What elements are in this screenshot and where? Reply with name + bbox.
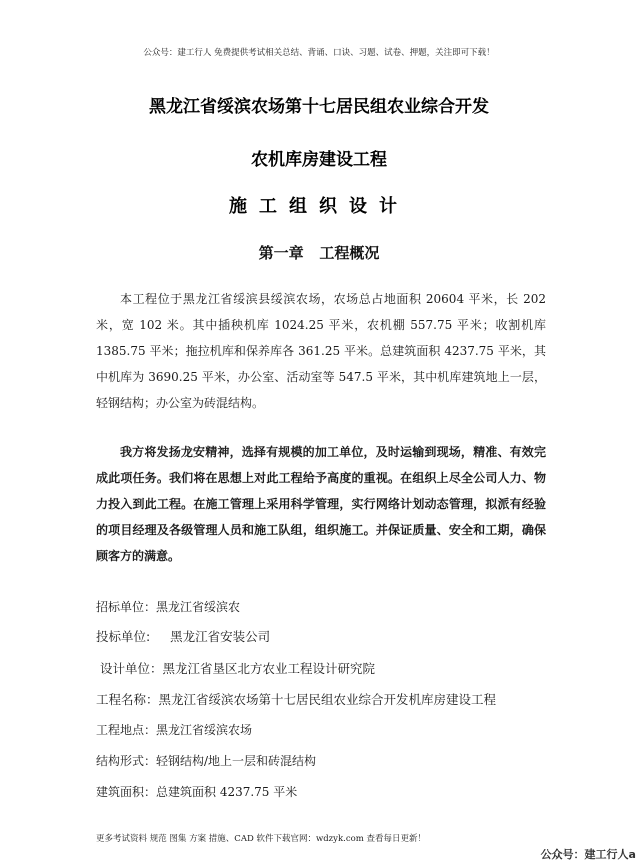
header-notice: 公众号：建工行人 免费提供考试相关总结、背诵、口诀、习题、试卷、押题，关注即可下载！ <box>143 48 495 58</box>
title-line-1: 黑龙江省绥滨农场第十七居民组农业综合开发 <box>149 97 489 117</box>
watermark: 公众号：建工行人a <box>540 848 636 861</box>
info-project-location: 工程地点：黑龙江省绥滨农场 <box>96 723 253 737</box>
title-line-3: 施工组织设计 <box>229 196 409 217</box>
footer-note: 更多考试资料 规范 图集 方案 措施、CAD 软件下载官网：wdzyk.com 查看每日更新！ <box>96 834 426 844</box>
title-line-2: 农机库房建设工程 <box>251 150 387 170</box>
info-project-name: 工程名称：黑龙江省绥滨农场第十七居民组农业综合开发机库房建设工程 <box>96 692 497 707</box>
chapter-heading: 第一章 工程概况 <box>258 244 380 262</box>
paragraph-commitment: 我方将发扬龙安精神，选择有规模的加工单位，及时运输到现场，精准、有效完成此项任务。我们将在思想上对此工程给予高度的重视。在组织上尽全公司人力、物力投入到此工程。在施工管理上采用科学管理，实行网络计划动态管理，拟派有经验的项目经理及各级管理人员和施工队组，组织施工。并保证质量、安全和工期，确保顾客方的满意。 <box>96 445 546 563</box>
paragraph-project-overview: 本工程位于黑龙江省绥滨县绥滨农场，农场总占地面积 20604 平米，长 202 米，宽 102 米。其中插秧机库 1024.25 平米，农机棚 557.75 平米；收割机库 1385.75 平米；拖拉机库和保养库各 361.25 平米。总建筑面积 4237.75 平米，其中机库为 3690.25 平米，办公室、活动室等 547.5 平米，其中机库建筑地上一层，轻钢结构；办公室为砖混结构。 <box>96 292 546 410</box>
info-bidder-unit: 投标单位: 黑龙江省安装公司 <box>96 629 271 644</box>
info-structure-form: 结构形式：轻钢结构/地上一层和砖混结构 <box>96 754 317 768</box>
info-building-area: 建筑面积：总建筑面积 4237.75 平米 <box>96 785 298 799</box>
info-tender-unit: 招标单位：黑龙江省绥滨农 <box>96 600 241 614</box>
info-design-unit: 设计单位：黑龙江省垦区北方农业工程设计研究院 <box>96 661 375 676</box>
